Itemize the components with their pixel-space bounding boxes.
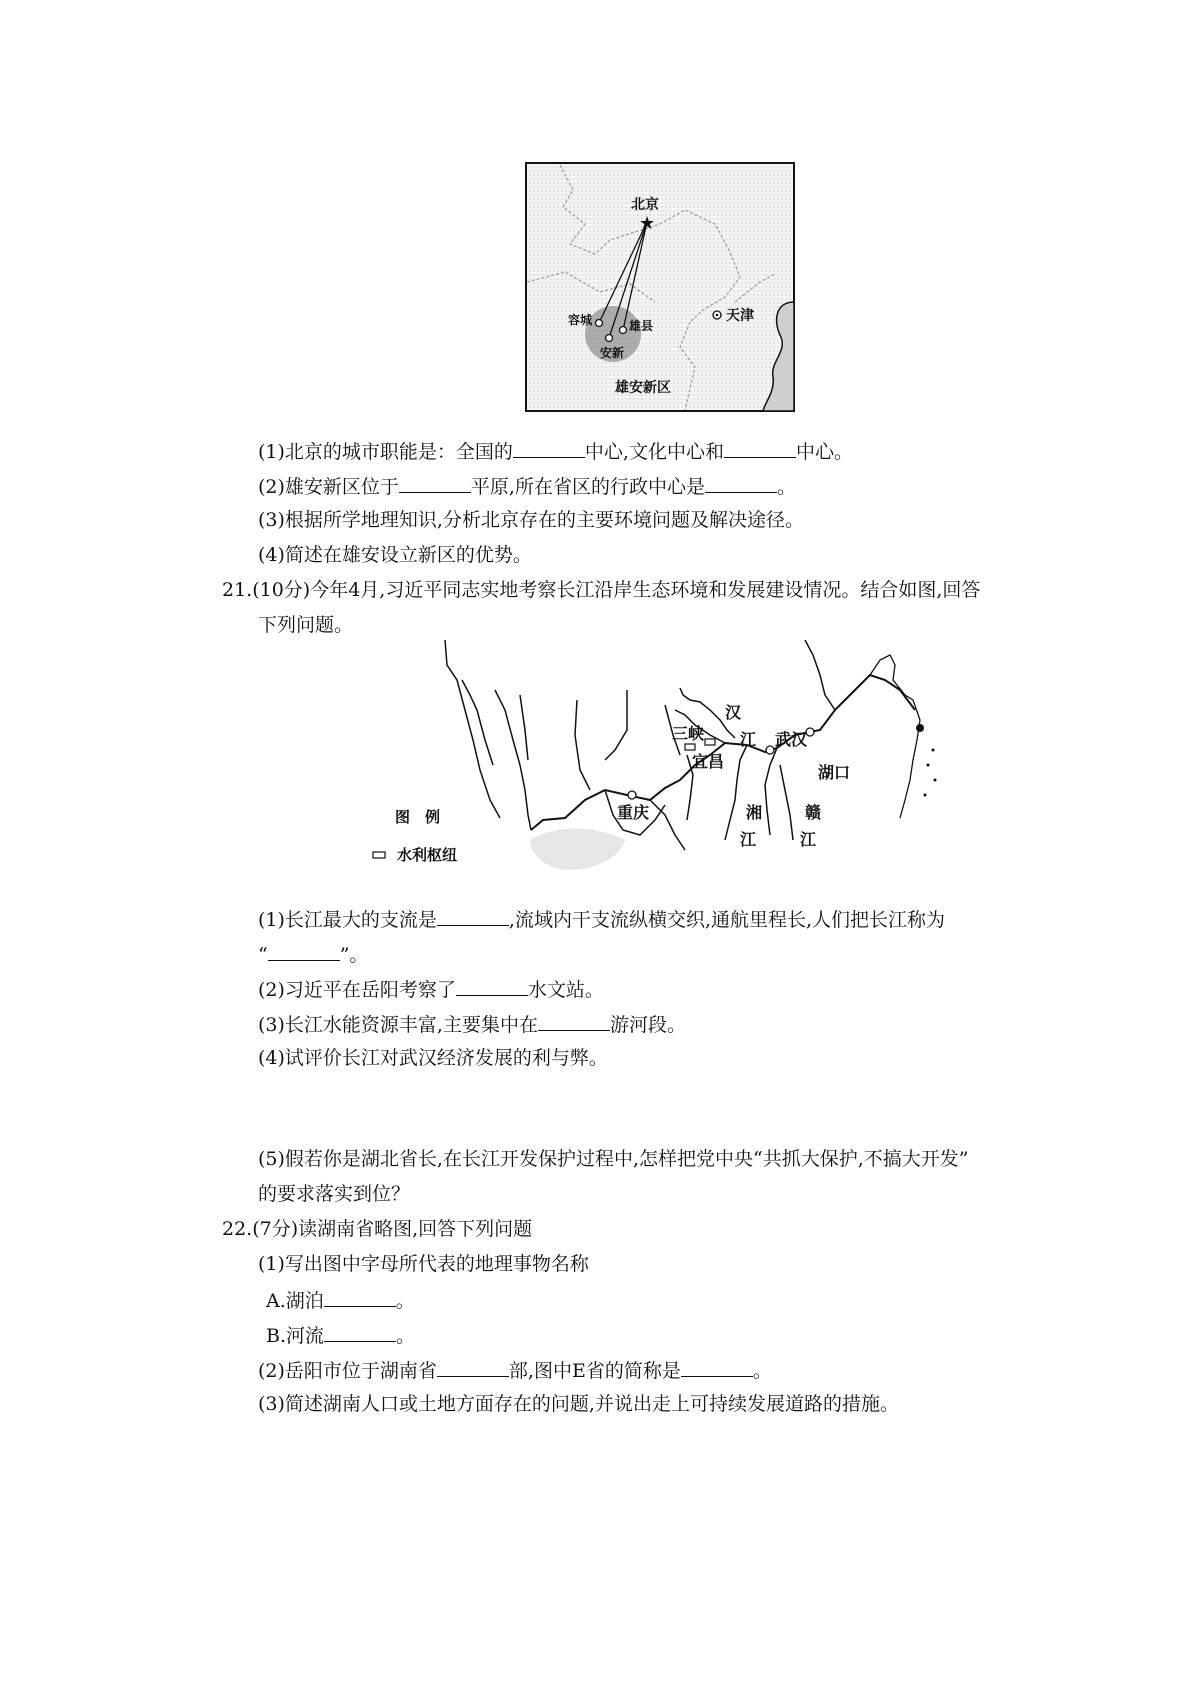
q21-part2: (2)习近平在岳阳考察了 水文站。 bbox=[258, 979, 604, 1001]
river-line bbox=[445, 640, 500, 818]
answer-blank[interactable] bbox=[324, 1290, 396, 1307]
answer-blank[interactable] bbox=[268, 944, 340, 961]
label-rongcheng: 容城 bbox=[568, 313, 593, 327]
label-jiang-xiang: 江 bbox=[740, 830, 757, 849]
q21-part5: (5)假若你是湖北省长,在长江开发保护过程中,怎样把党中央“共抓大保护,不搞大开发” bbox=[258, 1148, 969, 1170]
label-beijing: 北京 bbox=[631, 197, 659, 213]
label-sanxia: 三峡 bbox=[672, 724, 705, 743]
river-line bbox=[605, 690, 627, 760]
dam-icon bbox=[705, 739, 715, 745]
river-line bbox=[462, 680, 493, 765]
river-line bbox=[520, 695, 528, 760]
q21-part1-cont: “ ”。 bbox=[258, 944, 369, 966]
river-line bbox=[805, 640, 835, 710]
answer-blank[interactable] bbox=[681, 1360, 753, 1377]
q21-stem-line1: 21.(10分)今年4月,习近平同志实地考察长江沿岸生态环境和发展建设情况。结合如图,回答 bbox=[222, 579, 981, 601]
river-line bbox=[495, 690, 531, 830]
dam-legend-icon bbox=[373, 852, 385, 858]
answer-blank[interactable] bbox=[538, 1014, 610, 1031]
label-chongqing: 重庆 bbox=[617, 803, 650, 822]
label-xiang: 湘 bbox=[746, 803, 763, 822]
river-line bbox=[765, 748, 777, 835]
yangtze-river-map bbox=[365, 640, 945, 885]
label-xiongxian: 雄县 bbox=[629, 319, 654, 333]
label-anxin: 安新 bbox=[600, 346, 625, 360]
answer-blank[interactable] bbox=[724, 441, 796, 458]
label-yichang: 宜昌 bbox=[692, 752, 725, 771]
label-tianjin: 天津 bbox=[726, 308, 754, 324]
q21-part3: (3)长江水能资源丰富,主要集中在 游河段。 bbox=[258, 1014, 686, 1036]
legend-title: 图 例 bbox=[395, 808, 441, 826]
xiongan-map bbox=[525, 162, 795, 412]
q22-part1: (1)写出图中字母所代表的地理事物名称 bbox=[258, 1253, 589, 1275]
dam-icon bbox=[685, 744, 695, 750]
label-gan: 赣 bbox=[805, 803, 822, 822]
river-line bbox=[650, 800, 685, 850]
q22-part3: (3)简述湖南人口或土地方面存在的问题,并说出走上可持续发展道路的措施。 bbox=[258, 1393, 899, 1415]
q22-stem: 22.(7分)读湖南省略图,回答下列问题 bbox=[222, 1218, 533, 1240]
star-icon: ★ bbox=[639, 213, 656, 234]
river-line bbox=[725, 745, 747, 840]
label-hukou: 湖口 bbox=[818, 763, 851, 782]
answer-blank[interactable] bbox=[437, 1360, 509, 1377]
q20-part3: (3)根据所学地理知识,分析北京存在的主要环境问题及解决途径。 bbox=[258, 509, 804, 531]
answer-blank[interactable] bbox=[705, 476, 777, 493]
answer-blank[interactable] bbox=[513, 441, 585, 458]
legend-dam: 水利枢纽 bbox=[397, 846, 458, 864]
answer-blank[interactable] bbox=[456, 979, 528, 996]
label-xiongan-region: 雄安新区 bbox=[615, 380, 671, 396]
q21-part5-cont: 的要求落实到位？ bbox=[258, 1183, 411, 1205]
label-han: 汉 bbox=[725, 703, 742, 722]
q22-part2: (2)岳阳市位于湖南省 部,图中E省的简称是 。 bbox=[258, 1360, 772, 1382]
q20-part4: (4)简述在雄安设立新区的优势。 bbox=[258, 544, 532, 566]
label-jiang-gan: 江 bbox=[800, 830, 817, 849]
q20-part2: (2)雄安新区位于 平原,所在省区的行政中心是 。 bbox=[258, 476, 796, 498]
q21-stem-line2: 下列问题。 bbox=[258, 614, 354, 636]
label-wuhan: 武汉 bbox=[775, 730, 808, 749]
q22-option-b: B.河流 。 bbox=[266, 1325, 416, 1347]
answer-blank[interactable] bbox=[399, 476, 471, 493]
q21-part1: (1)长江最大的支流是 ,流域内干支流纵横交织,通航里程长,人们把长江称为 bbox=[258, 909, 946, 931]
answer-blank[interactable] bbox=[437, 909, 509, 926]
label-jiang-han: 江 bbox=[740, 730, 757, 749]
river-line bbox=[575, 700, 590, 790]
q22-option-a: A.湖泊 。 bbox=[266, 1290, 415, 1312]
q21-part4: (4)试评价长江对武汉经济发展的利与弊。 bbox=[258, 1047, 608, 1069]
coastline bbox=[870, 655, 920, 818]
river-line bbox=[780, 765, 793, 840]
answer-blank[interactable] bbox=[324, 1325, 396, 1342]
q20-part1: (1)北京的城市职能是：全国的 中心,文化中心和 中心。 bbox=[258, 441, 853, 463]
